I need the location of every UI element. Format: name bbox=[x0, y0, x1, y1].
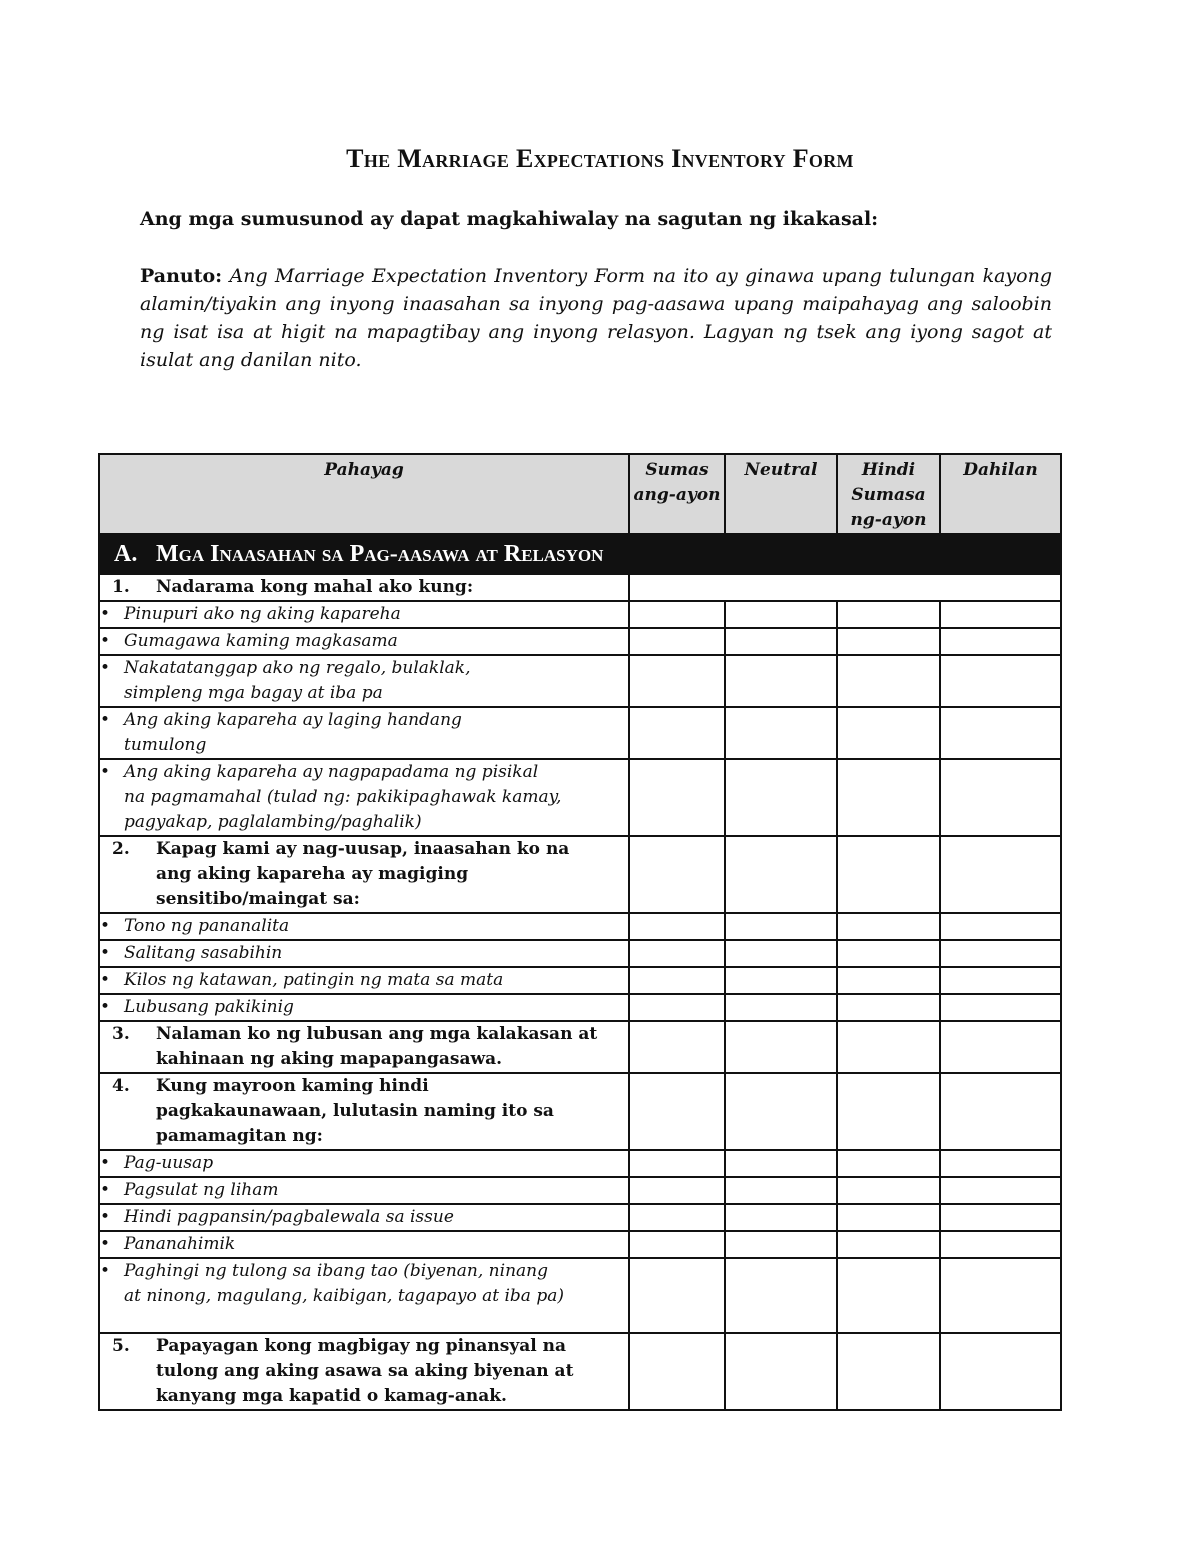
dahilan-field[interactable] bbox=[940, 1073, 1061, 1150]
check-sumasang-ayon[interactable] bbox=[629, 940, 725, 967]
question-text: Papayagan kong magbigay ng pinansyal na tulong ang aking asawa sa aking biyenan at kanyang mga kapatid o kamag-anak. bbox=[156, 1336, 574, 1406]
header-neutral: Neutral bbox=[725, 454, 837, 534]
question-row bbox=[99, 574, 1061, 601]
item-cell bbox=[99, 940, 629, 967]
check-hindi-sumasang-ayon[interactable] bbox=[837, 940, 940, 967]
check-sumasang-ayon[interactable] bbox=[629, 1150, 725, 1177]
item-cell bbox=[99, 1258, 629, 1333]
item-cell bbox=[99, 1204, 629, 1231]
check-neutral[interactable] bbox=[725, 707, 837, 759]
item-row bbox=[99, 967, 1061, 994]
check-sumasang-ayon[interactable] bbox=[629, 967, 725, 994]
bullet-icon: • bbox=[100, 604, 111, 624]
check-hindi-sumasang-ayon[interactable] bbox=[837, 1150, 940, 1177]
section-a-title bbox=[99, 534, 1061, 574]
dahilan-field[interactable] bbox=[940, 940, 1061, 967]
check-sumasang-ayon[interactable] bbox=[629, 655, 725, 707]
item-cell bbox=[99, 707, 629, 759]
table-header-row bbox=[99, 454, 1061, 534]
check-sumasang-ayon[interactable] bbox=[629, 994, 725, 1021]
item-text: Salitang sasabihin bbox=[124, 943, 283, 963]
bullet-icon: • bbox=[100, 762, 111, 782]
header-dahilan: Dahilan bbox=[940, 454, 1061, 534]
form-subtitle: Ang mga sumusunod ay dapat magkahiwalay na sagutan ng ikakasal: bbox=[140, 208, 879, 230]
header-pahayag: Pahayag bbox=[99, 454, 629, 534]
question-row bbox=[99, 1333, 1061, 1410]
question-5-cell bbox=[99, 1333, 629, 1410]
item-text: Kilos ng katawan, patingin ng mata sa mata bbox=[124, 970, 504, 990]
check-neutral[interactable] bbox=[725, 1258, 837, 1333]
item-text: Pag-uusap bbox=[124, 1153, 214, 1173]
check-hindi-sumasang-ayon[interactable] bbox=[837, 1333, 940, 1410]
dahilan-field[interactable] bbox=[940, 1231, 1061, 1258]
item-row bbox=[99, 1150, 1061, 1177]
header-sumasang-ayon: Sumas ang-ayon bbox=[629, 454, 725, 534]
bullet-icon: • bbox=[100, 943, 111, 963]
section-title: Mga Inaasahan sa Pag-aasawa at Relasyon bbox=[156, 540, 604, 567]
check-hindi-sumasang-ayon[interactable] bbox=[837, 967, 940, 994]
question-3-cell bbox=[99, 1021, 629, 1073]
check-neutral[interactable] bbox=[725, 1021, 837, 1073]
bullet-icon: • bbox=[100, 658, 111, 678]
item-row bbox=[99, 759, 1061, 836]
dahilan-field[interactable] bbox=[940, 1258, 1061, 1333]
check-sumasang-ayon[interactable] bbox=[629, 836, 725, 913]
check-neutral[interactable] bbox=[725, 601, 837, 628]
check-hindi-sumasang-ayon[interactable] bbox=[837, 1258, 940, 1333]
dahilan-field[interactable] bbox=[940, 1021, 1061, 1073]
item-row bbox=[99, 913, 1061, 940]
check-neutral[interactable] bbox=[725, 1177, 837, 1204]
dahilan-field[interactable] bbox=[940, 601, 1061, 628]
item-row bbox=[99, 655, 1061, 707]
item-row bbox=[99, 1231, 1061, 1258]
item-row bbox=[99, 707, 1061, 759]
check-hindi-sumasang-ayon[interactable] bbox=[837, 1177, 940, 1204]
check-sumasang-ayon[interactable] bbox=[629, 1177, 725, 1204]
question-1-cell bbox=[99, 574, 629, 601]
item-cell bbox=[99, 628, 629, 655]
check-hindi-sumasang-ayon[interactable] bbox=[837, 707, 940, 759]
question-number: 4. bbox=[112, 1076, 130, 1096]
check-neutral[interactable] bbox=[725, 967, 837, 994]
check-neutral[interactable] bbox=[725, 994, 837, 1021]
check-sumasang-ayon[interactable] bbox=[629, 913, 725, 940]
dahilan-field[interactable] bbox=[940, 628, 1061, 655]
check-sumasang-ayon[interactable] bbox=[629, 1021, 725, 1073]
check-hindi-sumasang-ayon[interactable] bbox=[837, 913, 940, 940]
check-hindi-sumasang-ayon[interactable] bbox=[837, 759, 940, 836]
check-neutral[interactable] bbox=[725, 655, 837, 707]
bullet-icon: • bbox=[100, 1180, 111, 1200]
item-text: Paghingi ng tulong sa ibang tao (biyenan, ninang at ninong, magulang, kaibigan, tagapayo at iba pa) bbox=[124, 1261, 564, 1306]
question-4-cell bbox=[99, 1073, 629, 1150]
bullet-icon: • bbox=[100, 970, 111, 990]
item-text: Ang aking kapareha ay laging handang tumulong bbox=[124, 710, 462, 755]
question-1-blank bbox=[629, 574, 1061, 601]
item-cell bbox=[99, 1150, 629, 1177]
check-hindi-sumasang-ayon[interactable] bbox=[837, 1204, 940, 1231]
instructions-label: Panuto: bbox=[140, 265, 223, 287]
question-number: 1. bbox=[112, 577, 130, 597]
bullet-icon: • bbox=[100, 997, 111, 1017]
check-neutral[interactable] bbox=[725, 1231, 837, 1258]
section-letter: A. bbox=[114, 540, 138, 567]
question-number: 5. bbox=[112, 1336, 130, 1356]
item-row bbox=[99, 601, 1061, 628]
dahilan-field[interactable] bbox=[940, 1204, 1061, 1231]
item-text: Ang aking kapareha ay nagpapadama ng pisikal na pagmamahal (tulad ng: pakikipaghawak kamay, pagyakap, paglalambing/paghalik) bbox=[124, 762, 562, 832]
dahilan-field[interactable] bbox=[940, 759, 1061, 836]
item-text: Pinupuri ako ng aking kapareha bbox=[124, 604, 401, 624]
form-title: The Marriage Expectations Inventory Form bbox=[346, 144, 854, 173]
check-sumasang-ayon[interactable] bbox=[629, 1231, 725, 1258]
section-a-row bbox=[99, 534, 1061, 574]
question-text: Nalaman ko ng lubusan ang mga kalakasan at kahinaan ng aking mapapangasawa. bbox=[156, 1024, 598, 1069]
check-neutral[interactable] bbox=[725, 759, 837, 836]
item-text: Tono ng pananalita bbox=[124, 916, 290, 936]
item-row bbox=[99, 940, 1061, 967]
check-sumasang-ayon[interactable] bbox=[629, 1073, 725, 1150]
item-text: Lubusang pakikinig bbox=[124, 997, 294, 1017]
bullet-icon: • bbox=[100, 1261, 111, 1281]
check-neutral[interactable] bbox=[725, 1333, 837, 1410]
check-hindi-sumasang-ayon[interactable] bbox=[837, 655, 940, 707]
check-neutral[interactable] bbox=[725, 913, 837, 940]
check-sumasang-ayon[interactable] bbox=[629, 759, 725, 836]
check-neutral[interactable] bbox=[725, 940, 837, 967]
dahilan-field[interactable] bbox=[940, 836, 1061, 913]
dahilan-field[interactable] bbox=[940, 1177, 1061, 1204]
dahilan-field[interactable] bbox=[940, 913, 1061, 940]
question-number: 2. bbox=[112, 839, 130, 859]
item-text: Pananahimik bbox=[124, 1234, 236, 1254]
dahilan-field[interactable] bbox=[940, 1150, 1061, 1177]
bullet-icon: • bbox=[100, 1234, 111, 1254]
item-row bbox=[99, 1258, 1061, 1333]
check-neutral[interactable] bbox=[725, 1150, 837, 1177]
item-text: Pagsulat ng liham bbox=[124, 1180, 279, 1200]
check-hindi-sumasang-ayon[interactable] bbox=[837, 836, 940, 913]
bullet-icon: • bbox=[100, 631, 111, 651]
item-row bbox=[99, 1177, 1061, 1204]
check-neutral[interactable] bbox=[725, 628, 837, 655]
check-sumasang-ayon[interactable] bbox=[629, 601, 725, 628]
item-text: Gumagawa kaming magkasama bbox=[124, 631, 398, 651]
bullet-icon: • bbox=[100, 916, 111, 936]
check-sumasang-ayon[interactable] bbox=[629, 628, 725, 655]
instructions bbox=[140, 262, 1052, 374]
question-2-cell bbox=[99, 836, 629, 913]
check-hindi-sumasang-ayon[interactable] bbox=[837, 1231, 940, 1258]
question-number: 3. bbox=[112, 1024, 130, 1044]
item-cell bbox=[99, 994, 629, 1021]
bullet-icon: • bbox=[100, 710, 111, 730]
header-hindi-sumasang-ayon: Hindi Sumasa ng-ayon bbox=[837, 454, 940, 534]
inventory-table bbox=[98, 453, 1062, 1411]
dahilan-field[interactable] bbox=[940, 655, 1061, 707]
item-cell bbox=[99, 967, 629, 994]
check-neutral[interactable] bbox=[725, 836, 837, 913]
check-sumasang-ayon[interactable] bbox=[629, 707, 725, 759]
item-text: Hindi pagpansin/pagbalewala sa issue bbox=[124, 1207, 454, 1227]
bullet-icon: • bbox=[100, 1153, 111, 1173]
check-sumasang-ayon[interactable] bbox=[629, 1258, 725, 1333]
check-hindi-sumasang-ayon[interactable] bbox=[837, 628, 940, 655]
bullet-icon: • bbox=[100, 1207, 111, 1227]
check-hindi-sumasang-ayon[interactable] bbox=[837, 1021, 940, 1073]
check-hindi-sumasang-ayon[interactable] bbox=[837, 1073, 940, 1150]
check-neutral[interactable] bbox=[725, 1073, 837, 1150]
question-row bbox=[99, 1021, 1061, 1073]
instructions-text: Ang Marriage Expectation Inventory Form na ito ay ginawa upang tulungan kayong alamin/tiyakin ang inyong inaasahan sa inyong pag-aasawa upang maipahayag ang saloobin ng isat isa at higit na mapagtibay ang inyong relasyon. Lagyan ng tsek ang iyong sagot at isulat ang danilan nito. bbox=[140, 265, 1052, 371]
question-text: Nadarama kong mahal ako kung: bbox=[156, 577, 474, 597]
question-row bbox=[99, 1073, 1061, 1150]
dahilan-field[interactable] bbox=[940, 994, 1061, 1021]
check-hindi-sumasang-ayon[interactable] bbox=[837, 994, 940, 1021]
item-text: Nakatatanggap ako ng regalo, bulaklak, simpleng mga bagay at iba pa bbox=[124, 658, 471, 703]
item-row bbox=[99, 994, 1061, 1021]
item-cell bbox=[99, 655, 629, 707]
item-cell bbox=[99, 913, 629, 940]
item-cell bbox=[99, 1177, 629, 1204]
question-row bbox=[99, 836, 1061, 913]
item-row bbox=[99, 628, 1061, 655]
check-neutral[interactable] bbox=[725, 1204, 837, 1231]
item-cell bbox=[99, 601, 629, 628]
check-sumasang-ayon[interactable] bbox=[629, 1333, 725, 1410]
item-cell bbox=[99, 1231, 629, 1258]
dahilan-field[interactable] bbox=[940, 707, 1061, 759]
question-text: Kapag kami ay nag-uusap, inaasahan ko na ang aking kapareha ay magiging sensitibo/maingat sa: bbox=[156, 839, 570, 909]
dahilan-field[interactable] bbox=[940, 1333, 1061, 1410]
dahilan-field[interactable] bbox=[940, 967, 1061, 994]
question-text: Kung mayroon kaming hindi pagkakaunawaan, lulutasin naming ito sa pamamagitan ng: bbox=[156, 1076, 554, 1146]
check-hindi-sumasang-ayon[interactable] bbox=[837, 601, 940, 628]
item-cell bbox=[99, 759, 629, 836]
item-row bbox=[99, 1204, 1061, 1231]
check-sumasang-ayon[interactable] bbox=[629, 1204, 725, 1231]
